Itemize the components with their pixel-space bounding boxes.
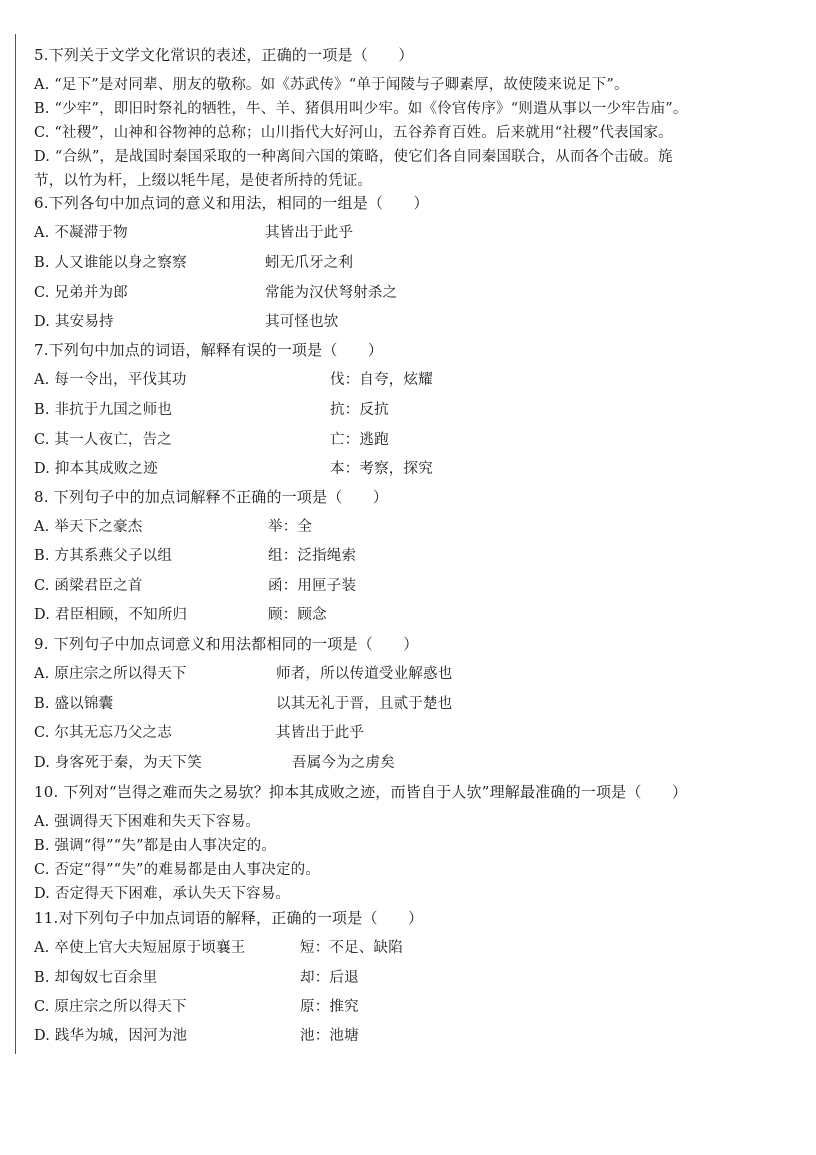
q9-option-d-right: 吾属今为之虏矣 [292, 755, 395, 771]
q8-option-d-right: 顾：顾念 [268, 607, 327, 623]
q6-option-b-left: B. 人又谁能以身之察察 [34, 255, 187, 271]
q9-option-b-left: B. 盛以锦囊 [34, 696, 114, 712]
q10-option-b: B. 强调“得”“失”都是由人事决定的。 [34, 838, 277, 854]
q6-option-b-right: 蚓无爪牙之利 [265, 255, 354, 271]
q7-option-d-left: D. 抑本其成败之迹 [34, 461, 158, 477]
q6-option-a-right: 其皆出于此乎 [265, 225, 354, 241]
q9-option-c-left: C. 尔其无忘乃父之志 [34, 725, 172, 741]
q5-option-d-cont: 节，以竹为杆，上缀以牦牛尾，是使者所持的凭证。 [34, 173, 373, 189]
q10-option-d: D. 否定得天下困难，承认失天下容易。 [34, 886, 291, 902]
q7-option-d-right: 本：考察，探究 [330, 461, 433, 477]
q11-option-d-left: D. 践华为城，因河为池 [34, 1028, 188, 1044]
q10-option-c: C. 否定“得”“失”的难易都是由人事决定的。 [34, 862, 321, 878]
q7-option-c-right: 亡：逃跑 [330, 432, 389, 448]
q8-option-a-left: A. 举天下之豪杰 [34, 519, 143, 535]
q11-option-a-left: A. 卒使上官大夫短屈原于顷襄王 [34, 940, 246, 956]
q11-option-c-left: C. 原庄宗之所以得天下 [34, 999, 187, 1015]
q9-title: 9. 下列句子中加点词意义和用法都相同的一项是（ ） [34, 635, 419, 653]
q7-title: 7.下列句中加点的词语，解释有误的一项是（ ） [34, 341, 384, 359]
q6-option-c-left: C. 兄弟并为郎 [34, 285, 128, 301]
q11-option-a-right: 短：不足、缺陷 [300, 940, 403, 956]
q8-option-a-right: 举：全 [268, 519, 313, 535]
q5-option-d: D. “合纵”，是战国时秦国采取的一种离间六国的策略，使它们各自同秦国联合，从而各个击破。旄 [34, 149, 673, 165]
q5-option-a: A. “足下”是对同辈、朋友的敬称。如《苏武传》“单于闻陵与子卿素厚，故使陵来说足下”。 [34, 77, 629, 93]
q8-option-c-right: 函：用匣子装 [268, 578, 357, 594]
q11-option-c-right: 原：推究 [300, 999, 359, 1015]
q9-option-a-right: 师者，所以传道受业解惑也 [276, 666, 453, 682]
q7-option-a-right: 伐：自夸，炫耀 [330, 372, 433, 388]
q11-option-d-right: 池：池塘 [300, 1028, 359, 1044]
q9-option-c-right: 其皆出于此乎 [276, 725, 365, 741]
q5-option-c: C. “社稷”，山神和谷物神的总称；山川指代大好河山，五谷养育百姓。后来就用“社稷”代表国家。 [34, 125, 673, 141]
q8-title: 8. 下列句子中的加点词解释不正确的一项是（ ） [34, 488, 389, 506]
margin-rule [15, 34, 16, 1054]
q7-option-b-left: B. 非抗于九国之师也 [34, 402, 173, 418]
q7-option-a-left: A. 每一令出，平伐其功 [34, 372, 187, 388]
q8-option-b-right: 组：泛指绳索 [268, 548, 357, 564]
q6-option-d-left: D. 其安易持 [34, 314, 114, 330]
q11-title: 11.对下列句子中加点词语的解释，正确的一项是（ ） [34, 909, 424, 927]
q9-option-b-right: 以其无礼于晋，且贰于楚也 [276, 696, 453, 712]
q10-title: 10. 下列对“岂得之难而失之易欤？抑本其成败之迹，而皆自于人欤”理解最准确的一项是（ ） [34, 783, 688, 801]
q11-option-b-left: B. 却匈奴七百余里 [34, 970, 158, 986]
q9-option-d-left: D. 身客死于秦，为天下笑 [34, 755, 202, 771]
q9-option-a-left: A. 原庄宗之所以得天下 [34, 666, 187, 682]
q8-option-b-left: B. 方其系燕父子以组 [34, 548, 173, 564]
q10-option-a: A. 强调得天下困难和失天下容易。 [34, 814, 261, 830]
q7-option-b-right: 抗：反抗 [330, 402, 389, 418]
q7-option-c-left: C. 其一人夜亡，告之 [34, 432, 172, 448]
q8-option-d-left: D. 君臣相顾，不知所归 [34, 607, 188, 623]
q6-option-c-right: 常能为汉伏弩射杀之 [265, 285, 398, 301]
q5-title: 5.下列关于文学文化常识的表述，正确的一项是（ ） [34, 46, 414, 64]
q8-option-c-left: C. 函梁君臣之首 [34, 578, 143, 594]
q11-option-b-right: 却：后退 [300, 970, 359, 986]
q6-option-d-right: 其可怪也欤 [265, 314, 339, 330]
q6-title: 6.下列各句中加点词的意义和用法，相同的一组是（ ） [34, 194, 429, 212]
q6-option-a-left: A. 不凝滞于物 [34, 225, 128, 241]
q5-option-b: B. “少牢”，即旧时祭礼的牺牲，牛、羊、猪俱用叫少牢。如《伶官传序》“则遣从事以一少牢告庙”。 [34, 101, 688, 117]
